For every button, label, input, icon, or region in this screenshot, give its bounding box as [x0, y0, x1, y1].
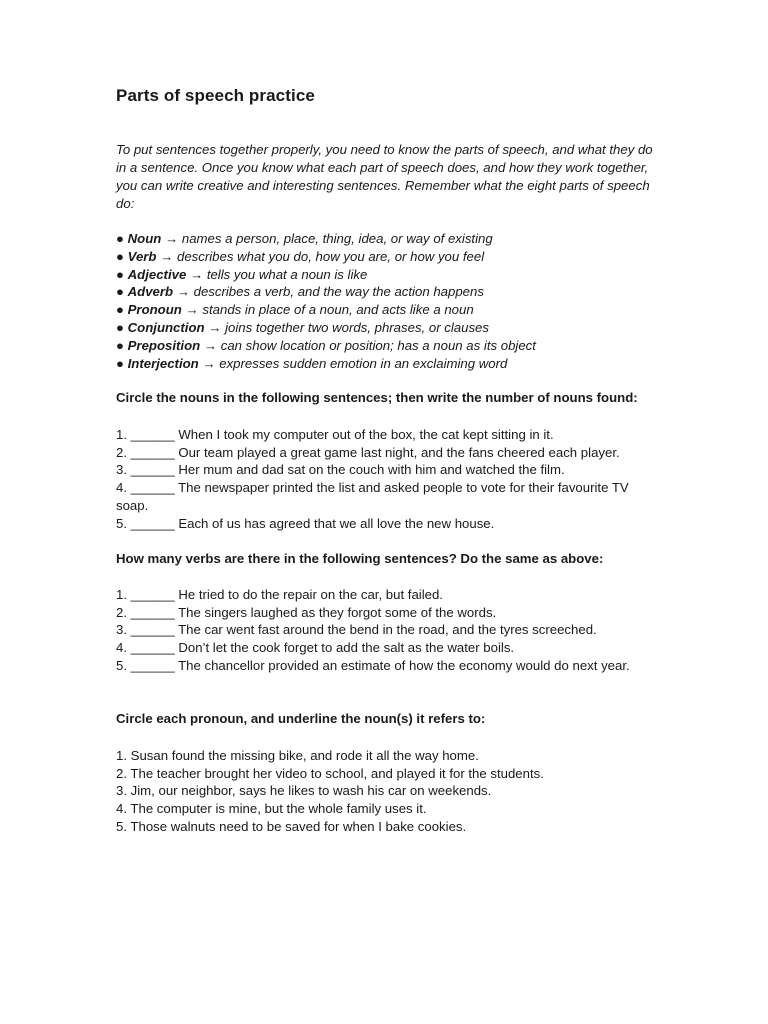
parts-of-speech-list	[116, 230, 656, 372]
bullet-icon: ●	[116, 355, 124, 371]
definition: stands in place of a noun, and acts like a noun	[202, 302, 474, 318]
definition: expresses sudden emotion in an exclaiming word	[219, 355, 508, 371]
exercise-item: 3. Jim, our neighbor, says he likes to wash his car on weekends.	[116, 783, 492, 799]
list-item	[116, 283, 656, 301]
term: Interjection	[127, 355, 199, 371]
page-title: Parts of speech practice	[116, 86, 315, 105]
arrow-icon: →	[165, 231, 179, 246]
bullet-icon: ●	[116, 266, 124, 282]
bullet-icon: ●	[116, 248, 124, 264]
exercise-item: 2. The teacher brought her video to school, and played it for the students.	[116, 765, 544, 781]
bullet-icon: ●	[116, 337, 124, 353]
definition: joins together two words, phrases, or clauses	[225, 319, 489, 335]
list-item	[116, 230, 656, 248]
exercise-item: 5. ______ The chancellor provided an estimate of how the economy would do next year.	[116, 657, 630, 673]
section-heading-nouns: Circle the nouns in the following sentences; then write the number of nouns found:	[116, 390, 638, 405]
arrow-icon: →	[160, 248, 174, 264]
list-item	[116, 248, 656, 266]
bullet-icon: ●	[116, 284, 124, 300]
exercise-item: 1. ______ When I took my computer out of the box, the cat kept sitting in it.	[116, 427, 554, 442]
list-item	[116, 266, 656, 284]
exercise-item: 5. ______ Each of us has agreed that we all love the new house.	[116, 515, 495, 531]
term: Verb	[127, 248, 157, 264]
list-item	[116, 301, 656, 319]
bullet-icon: ●	[116, 231, 124, 246]
arrow-icon: →	[185, 302, 199, 318]
exercise-item: 1. ______ He tried to do the repair on the car, but failed.	[116, 587, 443, 602]
term: Pronoun	[127, 302, 182, 318]
definition: can show location or position; has a noun as its object	[220, 337, 536, 353]
exercise-item: 2. ______ Our team played a great game last night, and the fans cheered each player.	[116, 444, 620, 460]
list-item	[116, 355, 656, 373]
exercise-item: 5. Those walnuts need to be saved for when I bake cookies.	[116, 818, 467, 834]
arrow-icon: →	[202, 355, 216, 371]
section-heading-verbs: How many verbs are there in the following sentences? Do the same as above:	[116, 551, 604, 566]
exercise-list-pronouns	[116, 747, 656, 836]
term: Preposition	[127, 337, 201, 353]
section-heading-pronouns: Circle each pronoun, and underline the noun(s) it refers to:	[116, 711, 486, 726]
bullet-icon: ●	[116, 319, 124, 335]
term: Conjunction	[127, 319, 205, 335]
definition: describes what you do, how you are, or how you feel	[177, 248, 485, 264]
term: Adverb	[127, 284, 174, 300]
definition: tells you what a noun is like	[206, 266, 368, 282]
arrow-icon: →	[176, 284, 190, 300]
list-item	[116, 319, 656, 337]
exercise-item: 4. ______ Don’t let the cook forget to add the salt as the water boils.	[116, 640, 515, 656]
exercise-item: 1. Susan found the missing bike, and rode it all the way home.	[116, 748, 479, 763]
exercise-item: 3. ______ Her mum and dad sat on the couch with him and watched the film.	[116, 462, 565, 478]
exercise-list-verbs	[116, 586, 656, 675]
arrow-icon: →	[208, 319, 222, 335]
term: Noun	[127, 231, 162, 246]
definition: names a person, place, thing, idea, or way of existing	[181, 231, 493, 246]
arrow-icon: →	[189, 266, 204, 282]
exercise-list-nouns	[116, 426, 656, 532]
term: Adjective	[127, 266, 187, 282]
definition: describes a verb, and the way the action happens	[193, 284, 484, 300]
exercise-item: 4. ______ The newspaper printed the list and asked people to vote for their favourite TV soap.	[116, 480, 629, 513]
exercise-item: 3. ______ The car went fast around the bend in the road, and the tyres screeched.	[116, 622, 597, 638]
bullet-icon: ●	[116, 302, 124, 318]
list-item	[116, 337, 656, 355]
exercise-item: 4. The computer is mine, but the whole family uses it.	[116, 801, 427, 817]
arrow-icon: →	[203, 337, 218, 353]
intro-paragraph: To put sentences together properly, you need to know the parts of speech, and what they do in a sentence. Once you know what each part of speech does, and how they work together, you can write creative and interesting sentences. Remember what the eight parts of speech do:	[116, 142, 653, 211]
exercise-item: 2. ______ The singers laughed as they forgot some of the words.	[116, 604, 497, 620]
